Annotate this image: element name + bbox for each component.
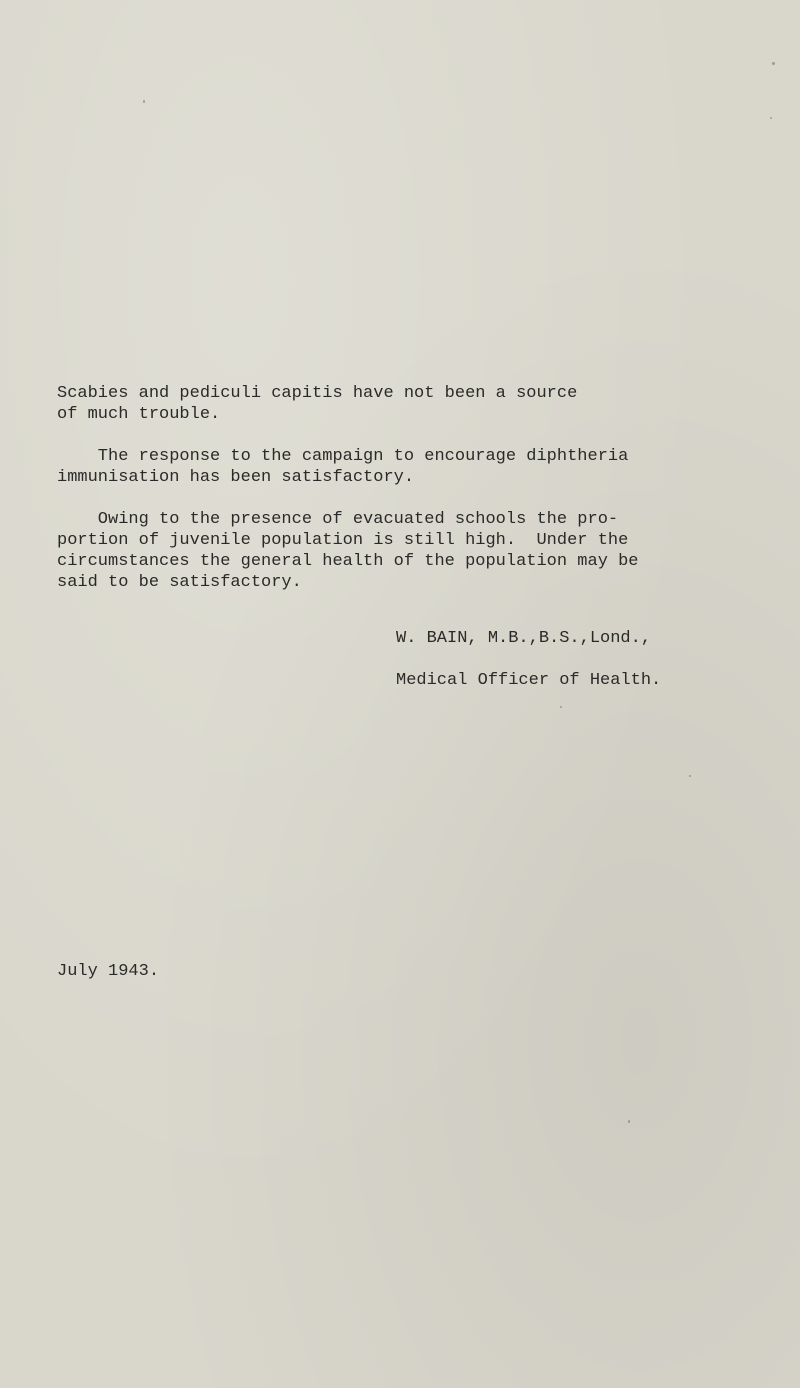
paragraph-line: of much trouble. — [57, 405, 221, 424]
paragraph-line: portion of juvenile population is still high. Under the — [57, 531, 629, 550]
paragraph-scabies — [57, 383, 577, 425]
paragraph-line: Owing to the presence of evacuated schools the pro- — [57, 510, 619, 529]
paragraph-line: The response to the campaign to encourage diphtheria — [57, 447, 629, 466]
signature-name: W. BAIN, M.B.,B.S.,Lond., — [396, 629, 652, 648]
paragraph-line: Scabies and pediculi capitis have not been a source — [57, 384, 578, 403]
paper-speck — [628, 1120, 630, 1123]
paper-speck — [560, 706, 562, 708]
signature-title: Medical Officer of Health. — [396, 671, 662, 690]
paragraph-line: circumstances the general health of the population may be — [57, 552, 639, 571]
paper-speck — [772, 62, 775, 65]
paragraph-diphtheria — [57, 446, 628, 488]
paragraph-line: said to be satisfactory. — [57, 573, 302, 592]
paragraph-line: immunisation has been satisfactory. — [57, 468, 415, 487]
paper-speck — [689, 775, 691, 777]
paper-speck — [770, 117, 772, 119]
paragraph-population — [57, 509, 639, 593]
paper-speck — [143, 100, 145, 103]
document-date: July 1943. — [57, 962, 160, 981]
